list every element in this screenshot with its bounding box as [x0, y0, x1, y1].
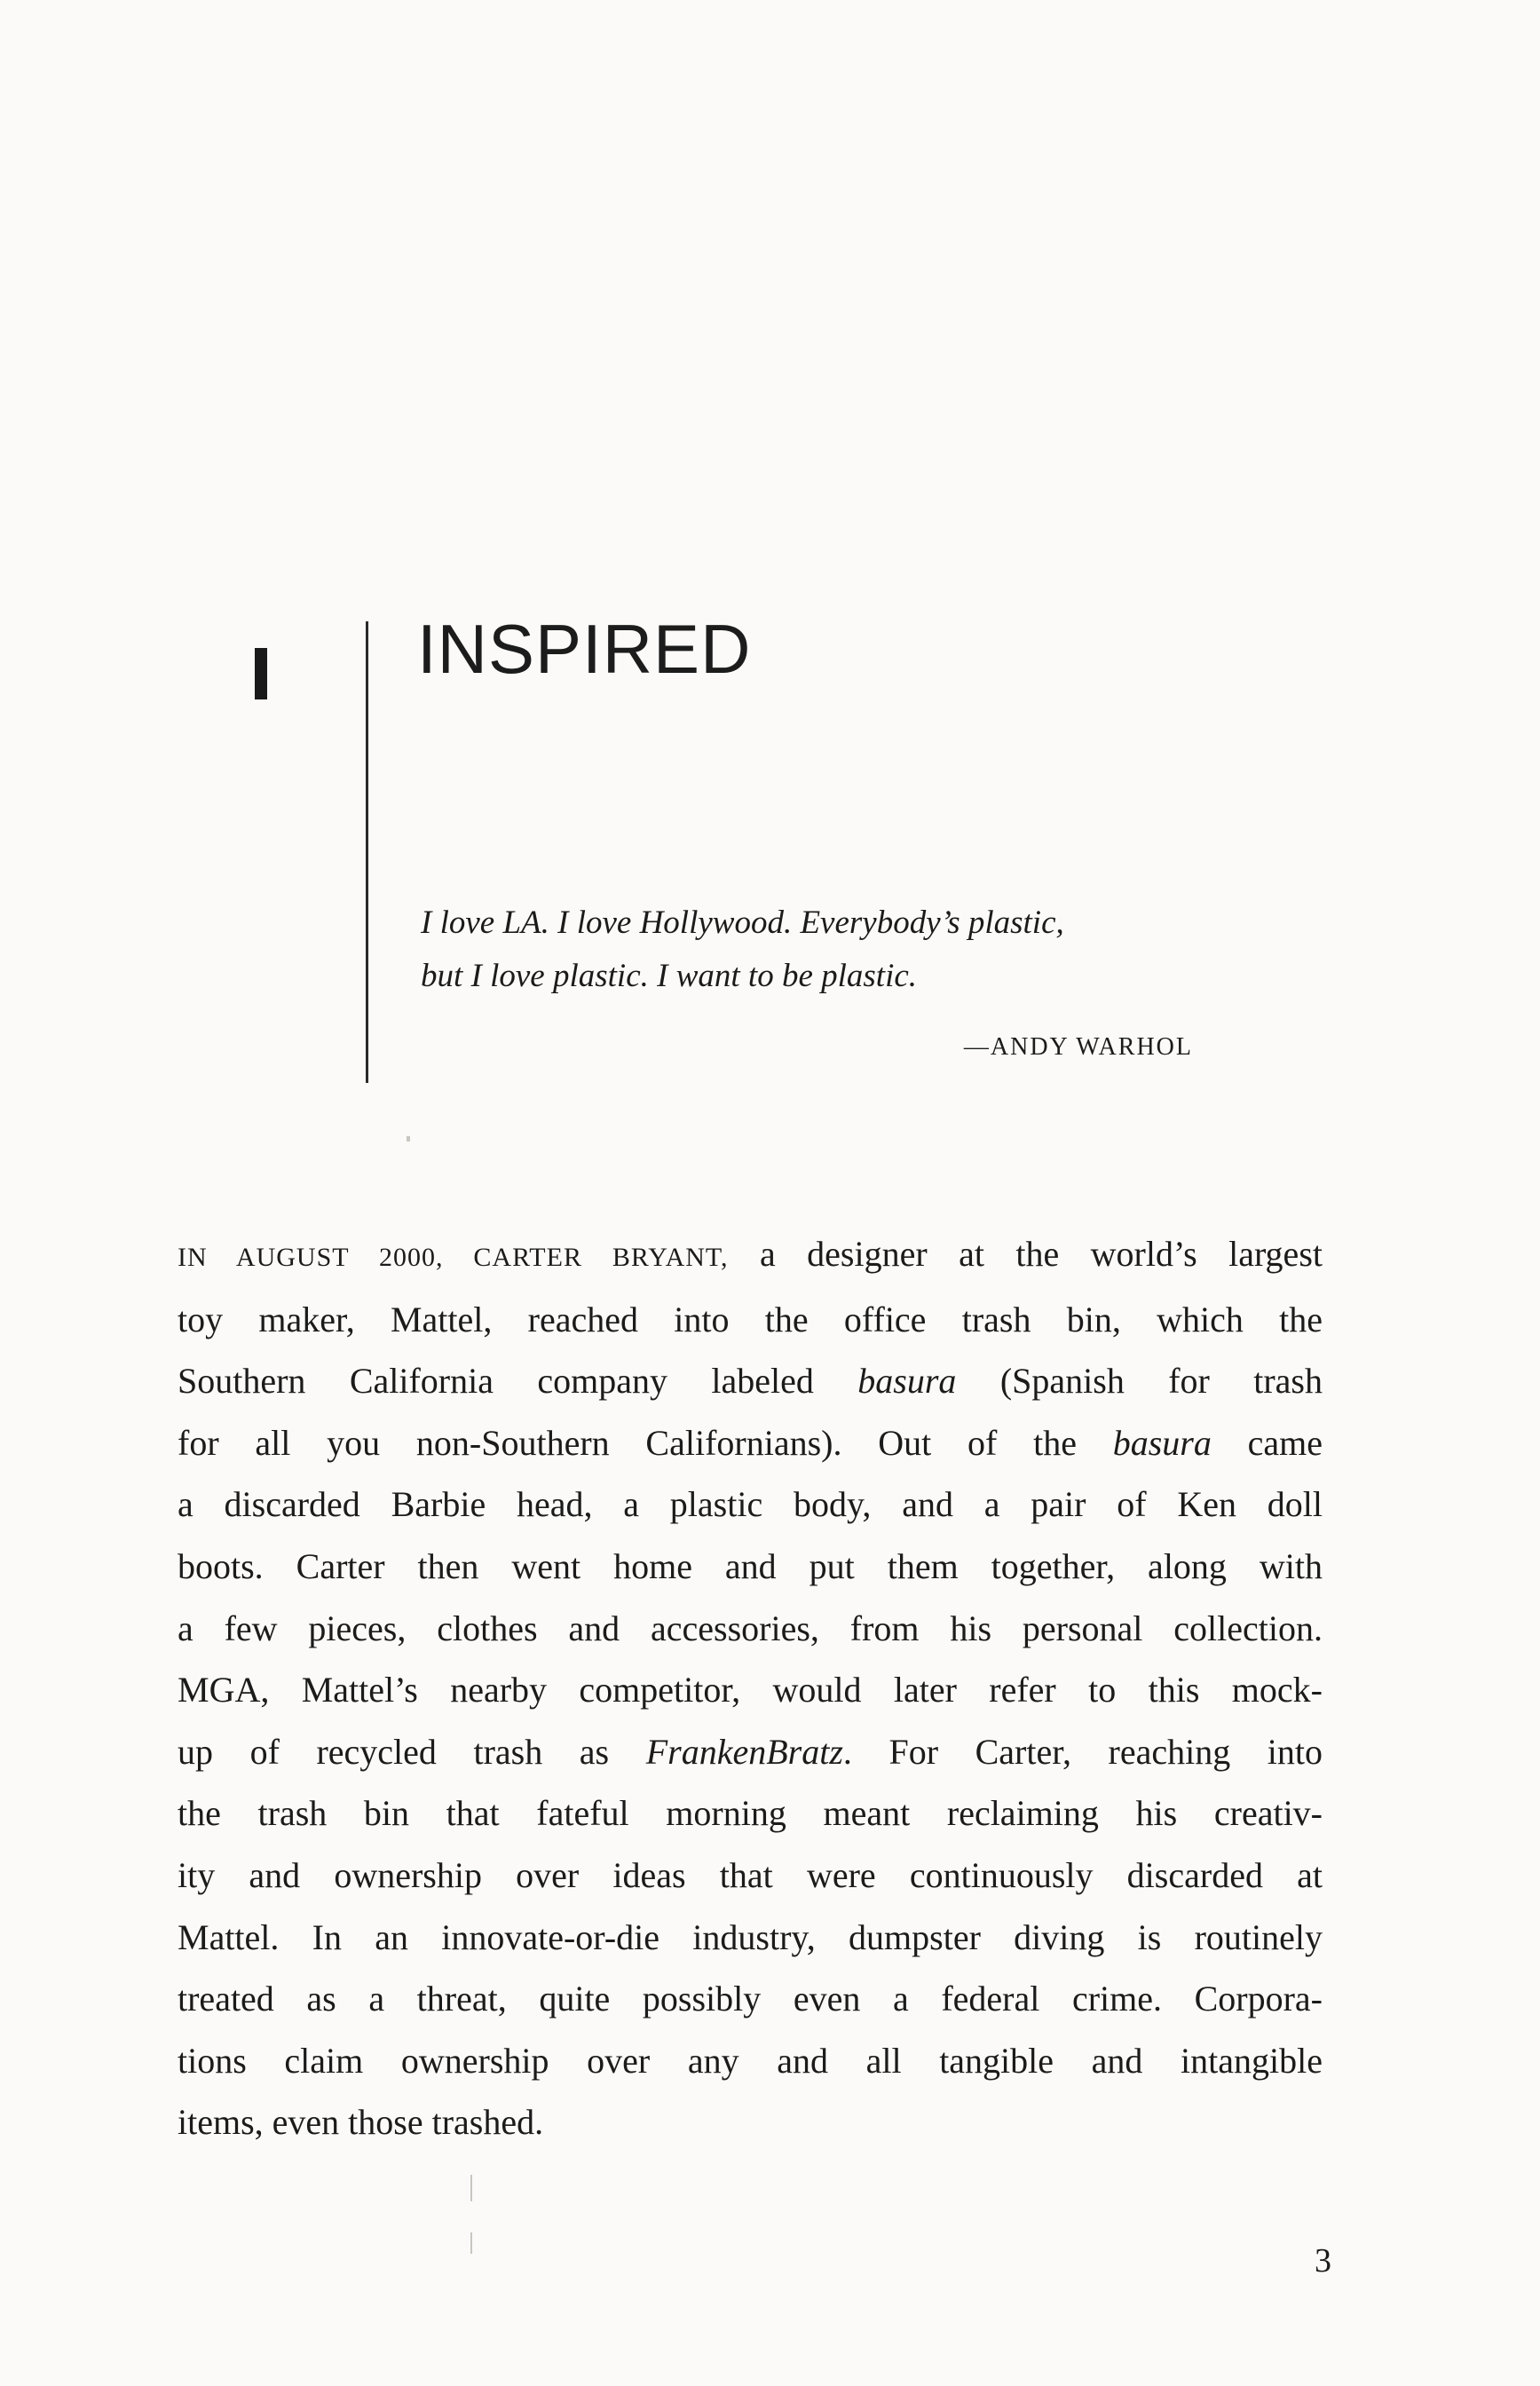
body-line: a discarded Barbie head, a plastic body, and a pair of Ken doll	[178, 1484, 1323, 1525]
epigraph	[421, 897, 1202, 1003]
body-line: ity and ownership over ideas that were continuously discarded at	[178, 1854, 1323, 1895]
italic-term: FrankenBratz	[645, 1731, 843, 1772]
body-line: Mattel. In an innovate-or-die industry, dumpster diving is routinely	[178, 1916, 1323, 1957]
chapter-vertical-rule	[366, 621, 368, 1083]
scan-speck	[470, 2232, 472, 2254]
scan-speck	[407, 1136, 410, 1142]
page-number: 3	[1315, 2242, 1331, 2279]
body-paragraph	[178, 1223, 1323, 2153]
body-line: up of recycled trash as FrankenBratz. For Carter, reaching into	[178, 1731, 1323, 1772]
body-line: tions claim ownership over any and all tangible and intangible	[178, 2040, 1323, 2081]
body-line-text: a designer at the world’s largest	[728, 1234, 1323, 1274]
epigraph-line: but I love plastic. I want to be plastic.	[421, 958, 918, 994]
body-line: MGA, Mattel’s nearby competitor, would later refer to this mock-	[178, 1670, 1323, 1710]
body-line: the trash bin that fateful morning meant reclaiming his creativ-	[178, 1793, 1323, 1834]
body-line: items, even those trashed.	[178, 2102, 544, 2143]
body-line: treated as a threat, quite possibly even a federal crime. Corpora-	[178, 1979, 1323, 2019]
italic-term: basura	[857, 1361, 957, 1402]
body-line: for all you non-Southern Californians). Out of the basura came	[178, 1422, 1323, 1463]
italic-term: basura	[1112, 1422, 1212, 1463]
scan-speck	[470, 2175, 472, 2201]
body-line: boots. Carter then went home and put them together, along with	[178, 1545, 1323, 1586]
lead-in-smallcaps: IN AUGUST 2000, CARTER BRYANT,	[178, 1243, 729, 1272]
body-line: a few pieces, clothes and accessories, from his personal collection.	[178, 1608, 1323, 1648]
chapter-title: INSPIRED	[417, 610, 752, 688]
epigraph-attribution: —ANDY WARHOL	[963, 1033, 1193, 1061]
body-line: toy maker, Mattel, reached into the office trash bin, which the	[178, 1299, 1323, 1339]
body-line	[178, 1223, 1323, 1289]
chapter-number-mark	[255, 648, 267, 699]
body-line: Southern California company labeled basura (Spanish for trash	[178, 1361, 1323, 1402]
epigraph-line: I love LA. I love Hollywood. Everybody’s plastic,	[421, 905, 1064, 941]
